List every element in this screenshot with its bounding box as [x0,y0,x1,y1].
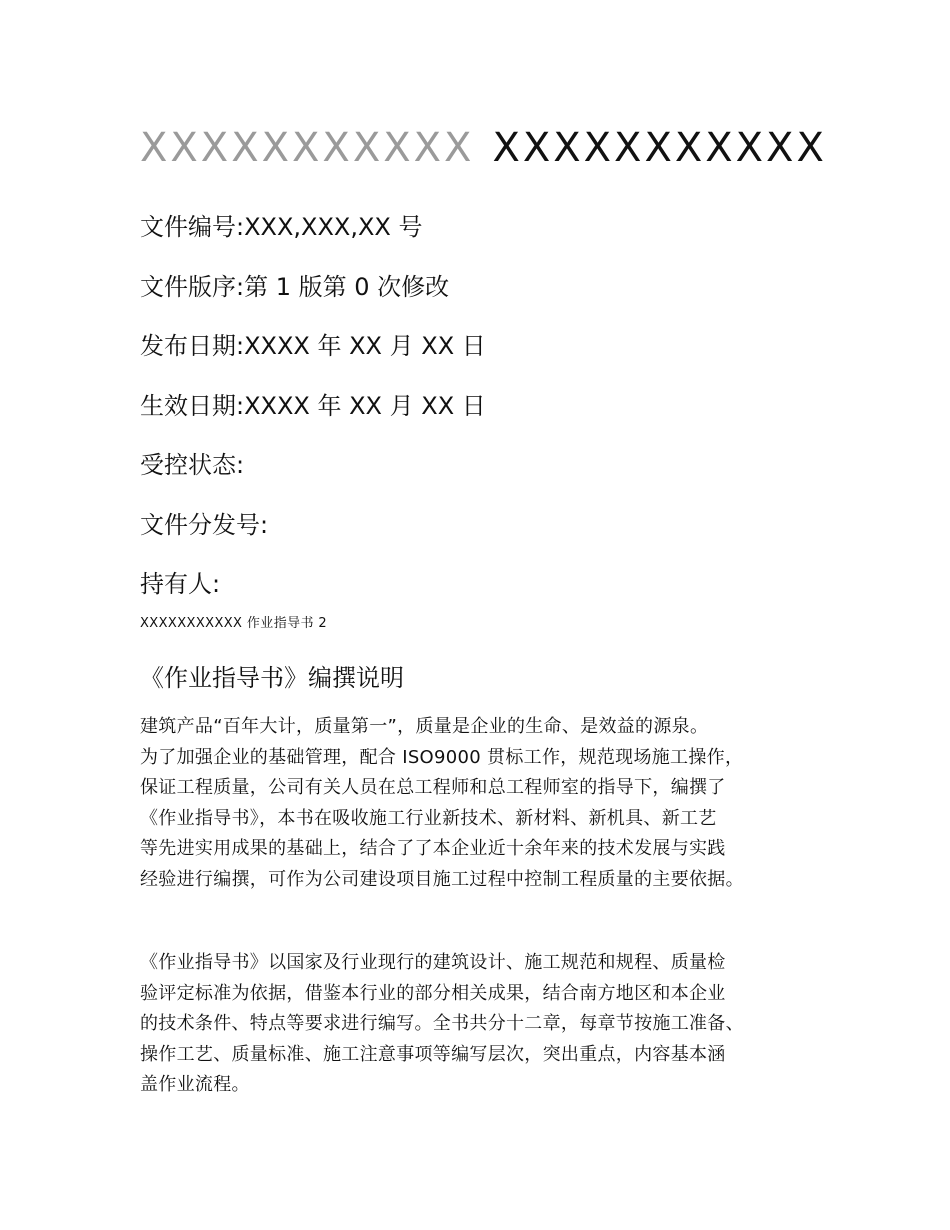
meta-distribution-number: 文件分发号: [140,510,269,539]
meta-holder: 持有人: [140,570,221,598]
paragraph-line: 盖作业流程。 [140,1074,250,1095]
paragraph-line: 《作业指导书》以国家及行业现行的建筑设计、施工规范和规程、质量检 [140,952,726,973]
title-part-grey: XXXXXXXXXXX [140,125,475,171]
paragraph-line: 经验进行编撰，可作为公司建设项目施工过程中控制工程质量的主要依据。 [140,868,744,890]
meta-control-status: 受控状态: [140,451,245,479]
document-meta-list [140,198,486,615]
paragraph-line: 验评定标准为依据，借鉴本行业的部分相关成果，结合南方地区和本企业 [140,982,726,1004]
paragraph-2 [140,948,830,1101]
paragraph-line: 操作工艺、质量标准、施工注意事项等编写层次，突出重点，内容基本涵 [140,1043,726,1065]
title-part-black: XXXXXXXXXXX [492,125,827,171]
meta-file-number: 文件编号:XXX,XXX,XX 号 [140,213,423,241]
paragraph-line: 为了加强企业的基础管理，配合 ISO9000 贯标工作，规范现场施工操作， [140,746,744,768]
paragraph-1 [140,712,830,895]
paragraph-line: 《作业指导书》，本书在吸收施工行业新技术、新材料、新机具、新工艺 [140,807,717,829]
section-heading: 《作业指导书》编撰说明 [140,664,404,692]
document-title [140,125,827,171]
paragraph-line: 建筑产品“百年大计，质量第一”，质量是企业的生命、是效益的源泉。 [140,716,709,737]
paragraph-line: 保证工程质量，公司有关人员在总工程师和总工程师室的指导下，编撰了 [140,777,726,798]
running-header: XXXXXXXXXXX 作业指导书 2 [140,616,328,631]
paragraph-line: 等先进实用成果的基础上，结合了了本企业近十余年来的技术发展与实践 [140,838,726,859]
meta-release-date: 发布日期:XXXX 年 XX 月 XX 日 [140,332,486,360]
paragraph-line: 的技术条件、特点等要求进行编写。全书共分十二章，每章节按施工准备、 [140,1013,744,1034]
meta-file-version: 文件版序:第 1 版第 0 次修改 [140,272,450,301]
meta-effective-date: 生效日期:XXXX 年 XX 月 XX 日 [140,391,486,420]
